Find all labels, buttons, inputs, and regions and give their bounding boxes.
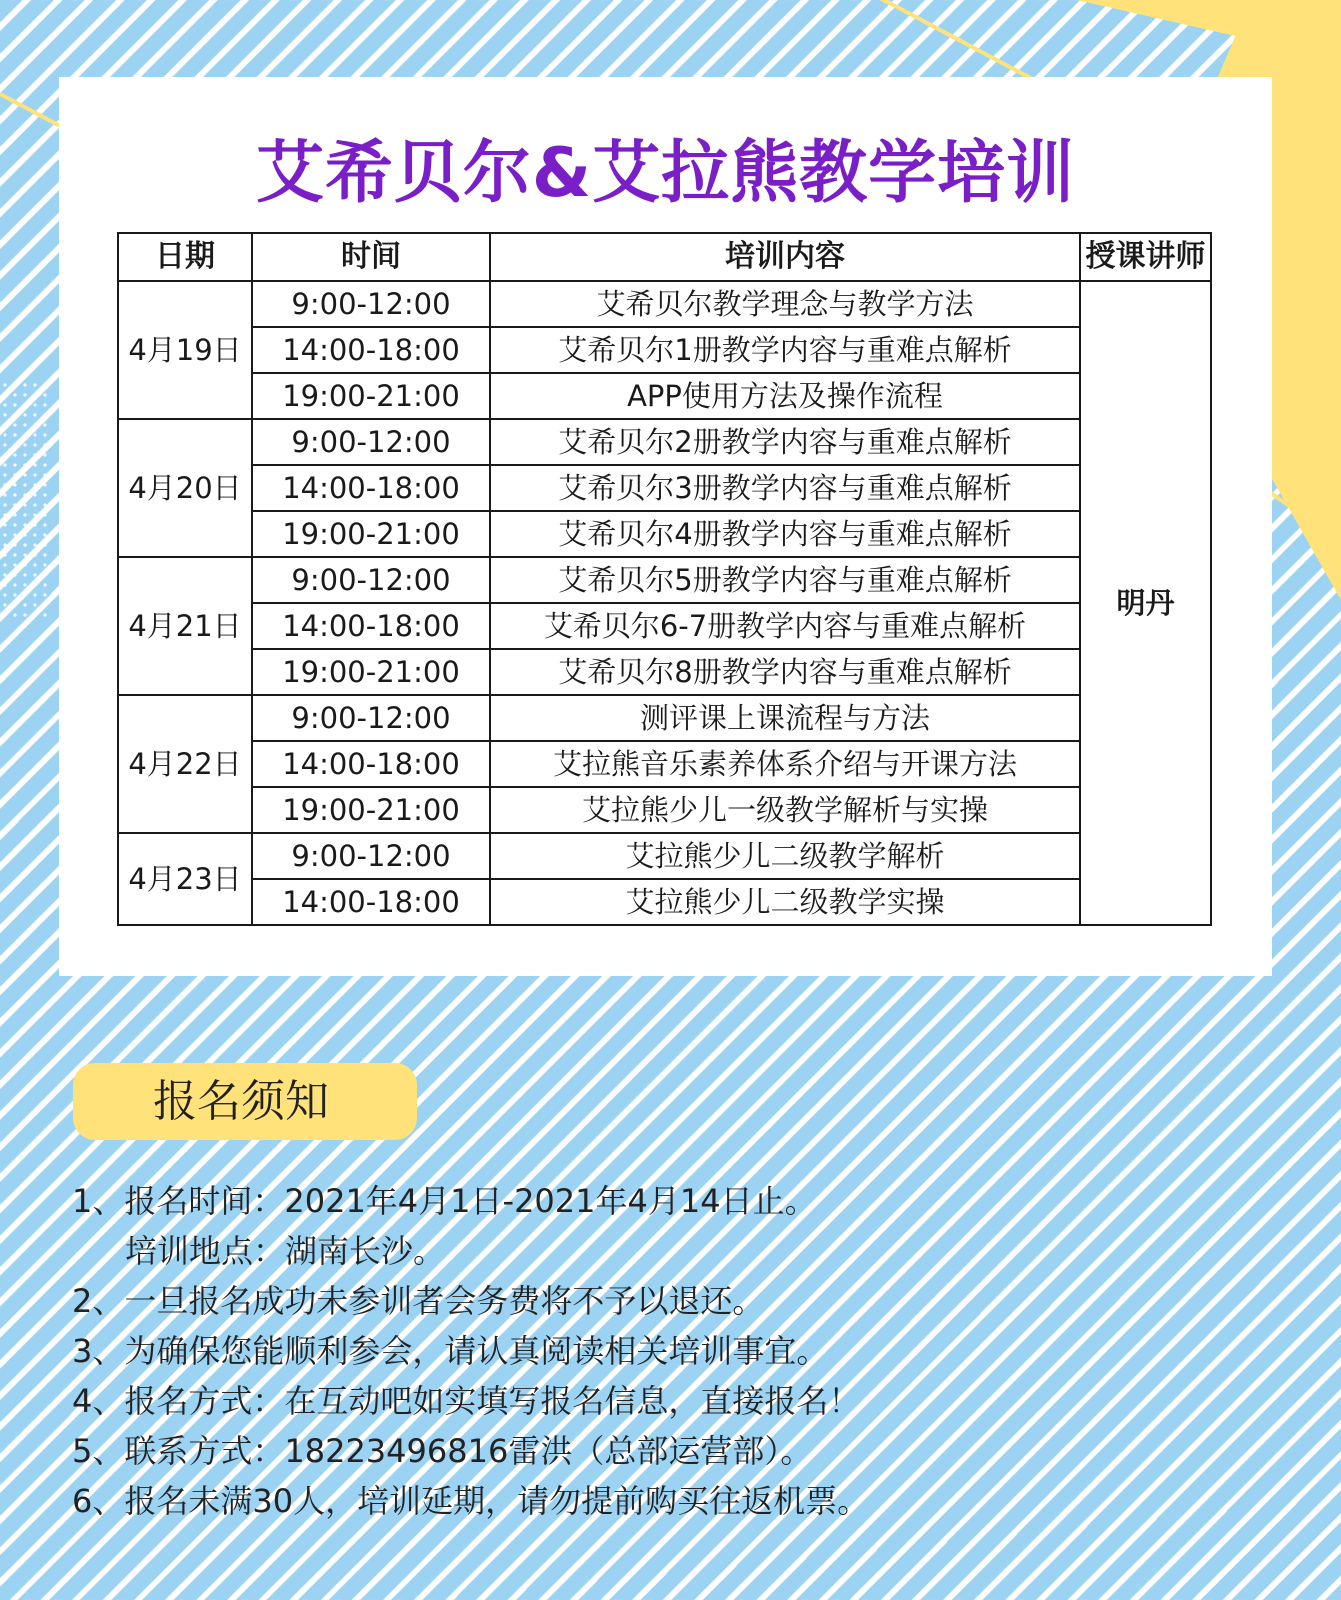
notice-item: 1、报名时间：2021年4月1日-2021年4月14日止。	[72, 1182, 817, 1220]
time-cell: 14:00-18:00	[252, 603, 490, 649]
time-cell: 14:00-18:00	[252, 465, 490, 511]
date-cell: 4月21日	[118, 557, 252, 695]
content-cell: APP使用方法及操作流程	[490, 373, 1080, 419]
schedule-card	[59, 77, 1272, 976]
content-cell: 艾希贝尔3册教学内容与重难点解析	[490, 465, 1080, 511]
time-cell: 19:00-21:00	[252, 649, 490, 695]
content-cell: 艾希贝尔8册教学内容与重难点解析	[490, 649, 1080, 695]
content-cell: 艾拉熊少儿二级教学实操	[490, 879, 1080, 925]
schedule-body	[118, 281, 1211, 925]
time-cell: 14:00-18:00	[252, 327, 490, 373]
table-row	[118, 649, 1211, 695]
content-cell: 艾希贝尔1册教学内容与重难点解析	[490, 327, 1080, 373]
table-row	[118, 373, 1211, 419]
table-row	[118, 603, 1211, 649]
table-header-row	[118, 233, 1211, 281]
time-cell: 14:00-18:00	[252, 879, 490, 925]
notice-item: 3、为确保您能顺利参会，请认真阅读相关培训事宜。	[72, 1332, 829, 1370]
notice-item: 2、一旦报名成功未参训者会务费将不予以退还。	[72, 1282, 765, 1320]
table-row	[118, 327, 1211, 373]
content-cell: 艾希贝尔6-7册教学内容与重难点解析	[490, 603, 1080, 649]
content-cell: 艾拉熊音乐素养体系介绍与开课方法	[490, 741, 1080, 787]
table-row	[118, 833, 1211, 879]
time-cell: 9:00-12:00	[252, 419, 490, 465]
date-cell: 4月20日	[118, 419, 252, 557]
time-cell: 9:00-12:00	[252, 557, 490, 603]
table-row	[118, 787, 1211, 833]
table-row	[118, 511, 1211, 557]
time-cell: 9:00-12:00	[252, 695, 490, 741]
table-row	[118, 465, 1211, 511]
content-cell: 艾希贝尔4册教学内容与重难点解析	[490, 511, 1080, 557]
header-time: 时间	[252, 233, 490, 281]
content-cell: 艾希贝尔2册教学内容与重难点解析	[490, 419, 1080, 465]
notice-list	[72, 1176, 1272, 1526]
date-cell: 4月19日	[118, 281, 252, 419]
content-cell: 测评课上课流程与方法	[490, 695, 1080, 741]
content-cell: 艾拉熊少儿一级教学解析与实操	[490, 787, 1080, 833]
header-content: 培训内容	[490, 233, 1080, 281]
table-row	[118, 695, 1211, 741]
content-cell: 艾拉熊少儿二级教学解析	[490, 833, 1080, 879]
time-cell: 19:00-21:00	[252, 511, 490, 557]
header-date: 日期	[118, 233, 252, 281]
date-cell: 4月23日	[118, 833, 252, 925]
instructor-cell: 明丹	[1080, 281, 1211, 925]
content-cell: 艾希贝尔5册教学内容与重难点解析	[490, 557, 1080, 603]
time-cell: 9:00-12:00	[252, 833, 490, 879]
table-row	[118, 419, 1211, 465]
time-cell: 14:00-18:00	[252, 741, 490, 787]
notice-heading-pill	[73, 1063, 417, 1140]
time-cell: 19:00-21:00	[252, 787, 490, 833]
schedule-table	[117, 232, 1212, 926]
notice-item: 4、报名方式：在互动吧如实填写报名信息，直接报名！	[72, 1382, 861, 1420]
time-cell: 9:00-12:00	[252, 281, 490, 327]
table-row	[118, 879, 1211, 925]
page-title: 艾希贝尔&艾拉熊教学培训	[255, 134, 1076, 213]
notice-item: 6、报名未满30人，培训延期，请勿提前购买往返机票。	[72, 1482, 870, 1520]
date-cell: 4月22日	[118, 695, 252, 833]
table-row	[118, 557, 1211, 603]
time-cell: 19:00-21:00	[252, 373, 490, 419]
header-instructor: 授课讲师	[1080, 233, 1211, 281]
left-line-decoration	[0, 92, 63, 128]
notice-item: 5、联系方式：18223496816雷洪（总部运营部）。	[72, 1432, 813, 1470]
dot-pattern-decoration	[0, 380, 50, 620]
table-row	[118, 281, 1211, 327]
content-cell: 艾希贝尔教学理念与教学方法	[490, 281, 1080, 327]
table-row	[118, 741, 1211, 787]
notice-item: 培训地点：湖南长沙。	[125, 1232, 446, 1270]
notice-heading: 报名须知	[153, 1076, 329, 1127]
